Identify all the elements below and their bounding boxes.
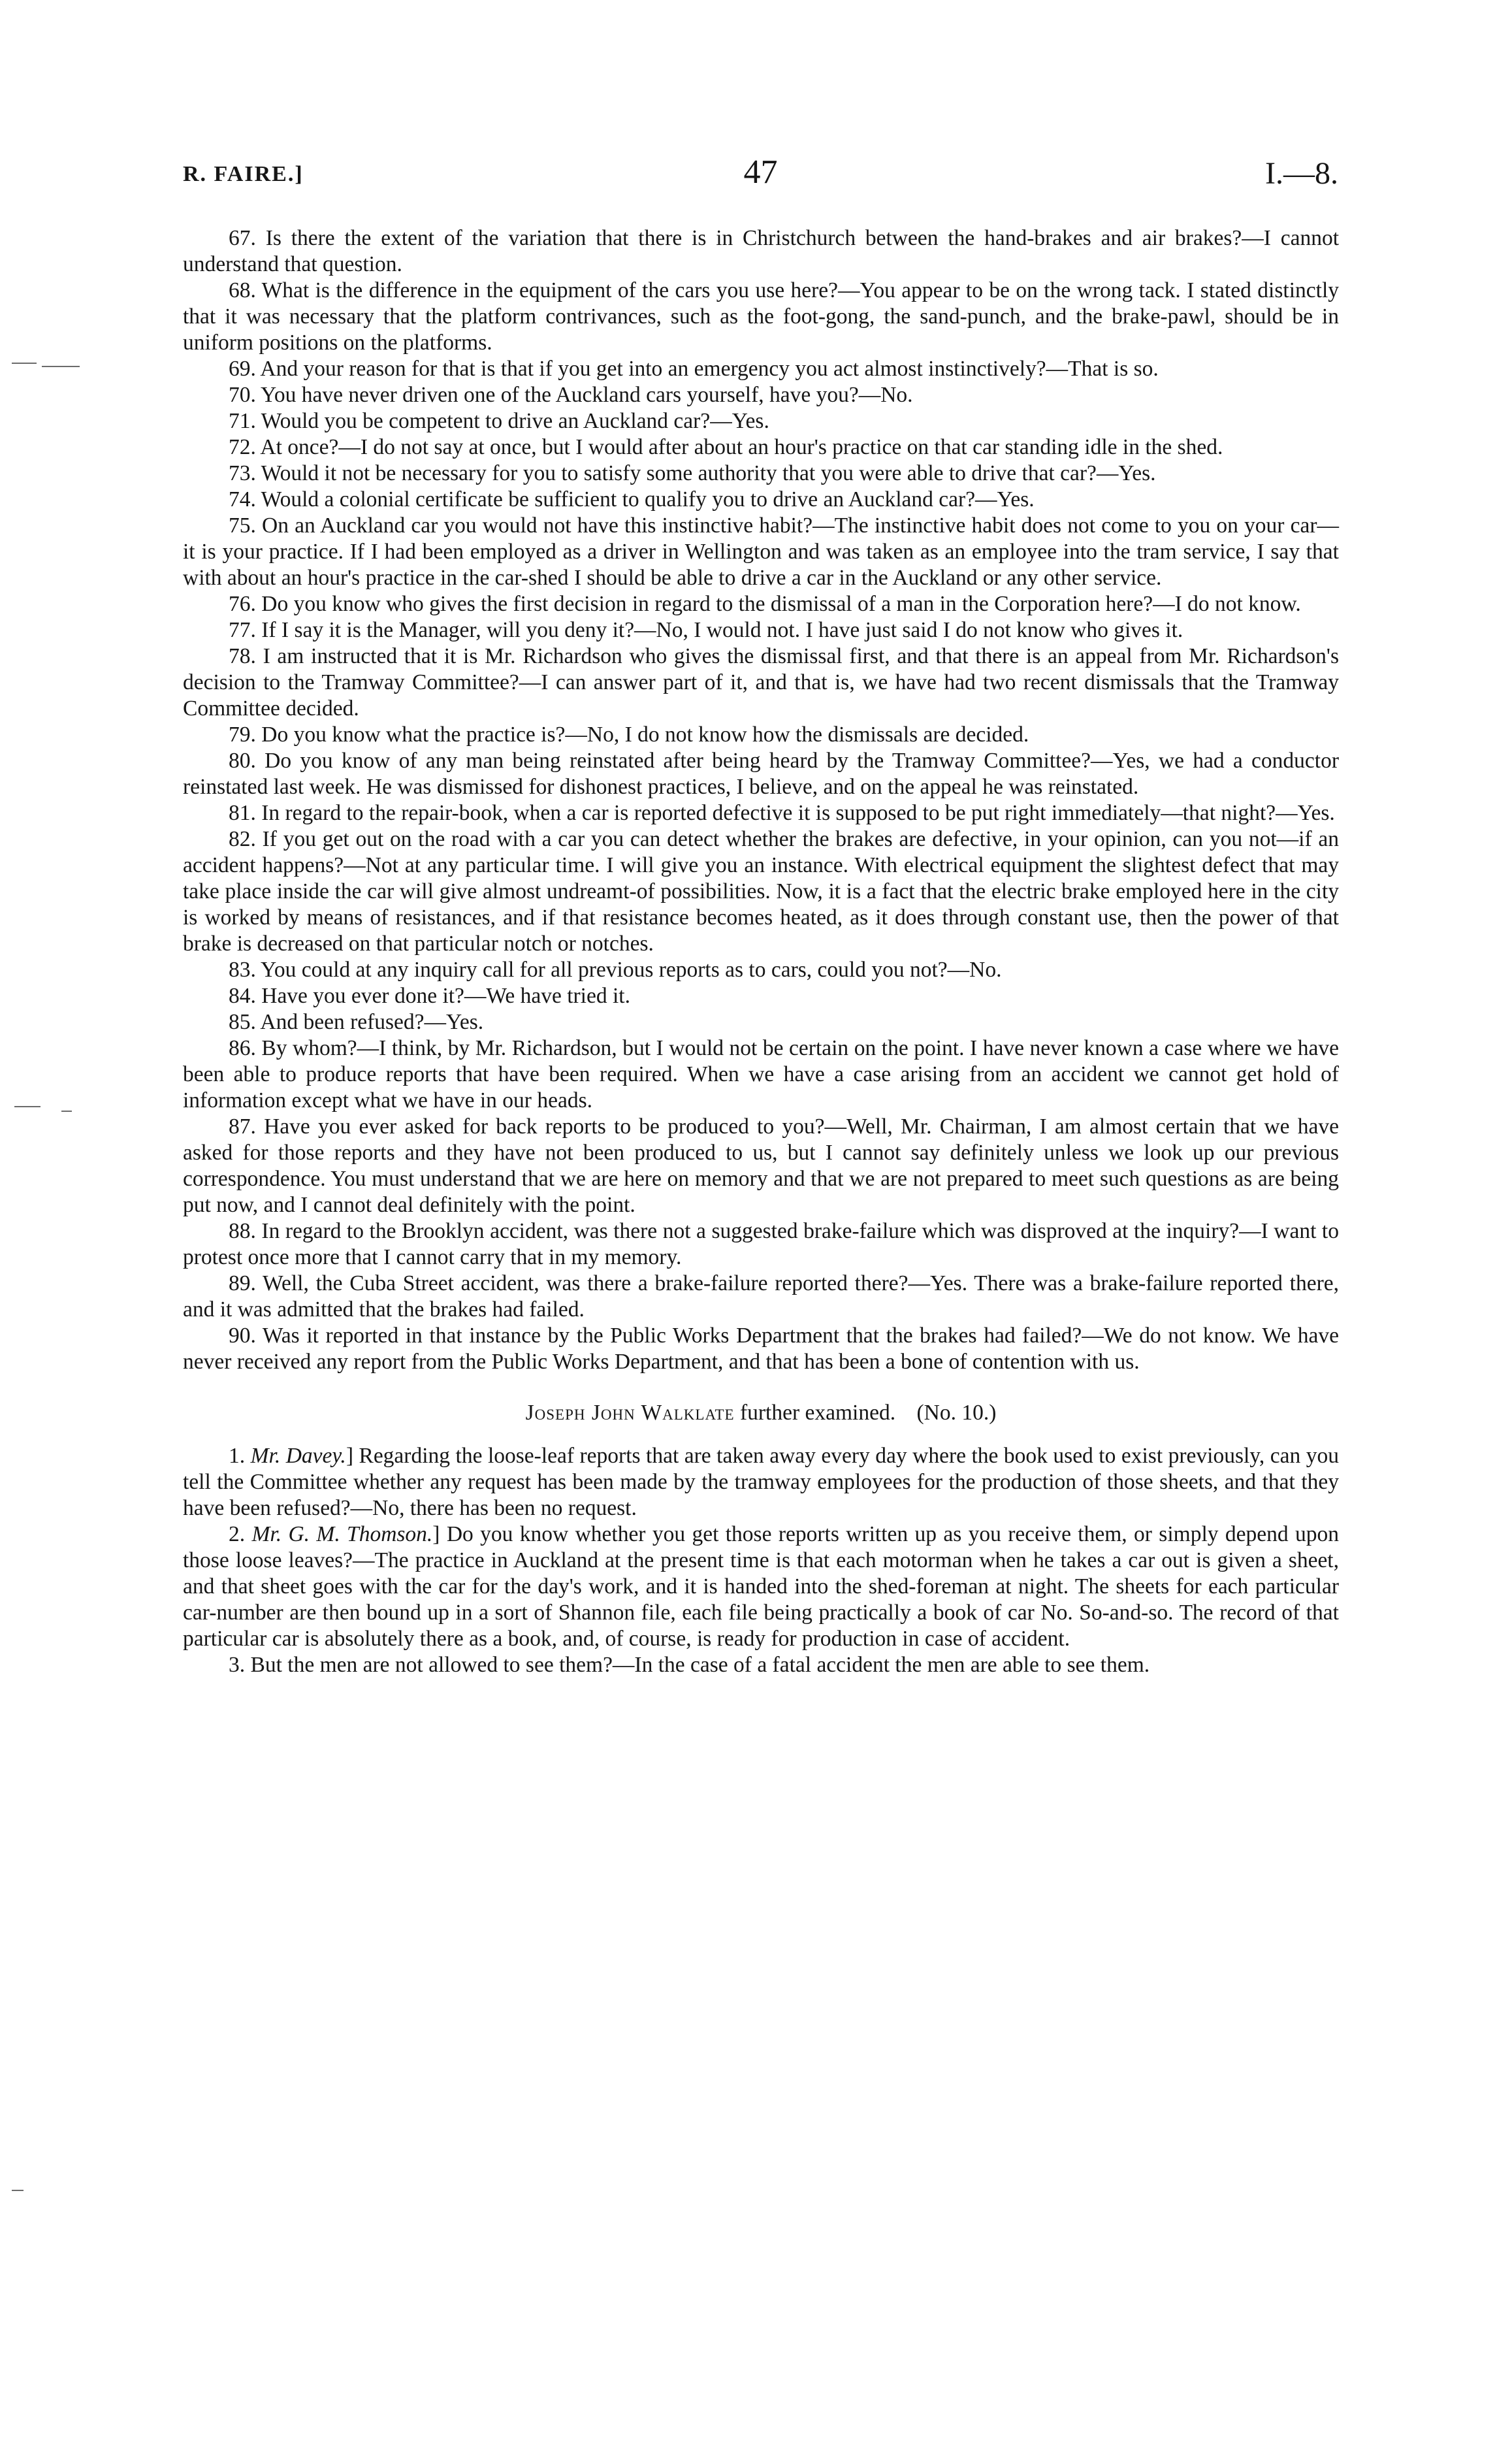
witness-name: Joseph John Walklate — [525, 1401, 735, 1425]
speaker-bracket: ] — [346, 1444, 359, 1468]
question-number: 3. — [229, 1653, 251, 1677]
qa-paragraph: 72. At once?—I do not say at once, but I would after about an hour's practice on that car standing idle in the shed. — [229, 435, 1223, 459]
qa-paragraph: 86. By whom?—I think, by Mr. Richardson, but I would not be certain on the point. I have never known a case where we have been able to produce reports that have been required. When we have a case arising from an accident we cannot get hold of information except what we have in our heads. — [183, 1036, 1339, 1113]
qa-paragraph: 88. In regard to the Brooklyn accident, was there not a suggested brake-failure which was disproved at the inquiry?—I want to protest once more that I cannot carry that in my memory. — [183, 1219, 1339, 1269]
qa-paragraph: 82. If you get out on the road with a car you can detect whether the brakes are defective, in your opinion, can you not—if an accident happens?—Not at any particular time. I will give you an instance. With electrical equipment the slightest defect that may take place inside the car will give almost undreamt-of possibilities. Now, it is a fact that the electric brake employed here in the city is worked by means of resistances, and if that resistance becomes heated, as it does through constant use, then the power of that brake is decreased on that particular notch or notches. — [183, 827, 1339, 956]
speaker-bracket: ] — [432, 1522, 447, 1546]
witness-header: R. FAIRE.] — [183, 162, 304, 186]
qa-paragraph: 87. Have you ever asked for back reports to be produced to you?—Well, Mr. Chairman, I am almost certain that we have asked for those reports and they have not been produced to us, but I cannot say definitely unless we look up our previous correspondence. You must understand that we are here on memory and that we are not prepared to meet such questions as are being put now, and I cannot deal definitely with the point. — [183, 1114, 1339, 1217]
qa-paragraph: 81. In regard to the repair-book, when a car is reported defective it is supposed to be put right immediately—that night?—Yes. — [229, 801, 1335, 825]
qa-paragraph: 85. And been refused?—Yes. — [229, 1010, 484, 1034]
speaker-name: Mr. Davey. — [250, 1444, 346, 1468]
page-header — [183, 155, 1338, 195]
qa-paragraph: 84. Have you ever done it?—We have tried it. — [229, 984, 630, 1008]
document-reference: I.—8. — [1265, 156, 1338, 191]
qa-paragraph: 80. Do you know of any man being reinstated after being heard by the Tramway Committee?—Yes, we had a conductor reinstated last week. He was dismissed for dishonest practices, I believe, and on the appeal he was reinstated. — [183, 749, 1339, 799]
question-number: 1. — [229, 1444, 251, 1468]
margin-mark — [12, 363, 37, 364]
qa-paragraph: 89. Well, the Cuba Street accident, was there a brake-failure reported there?—Yes. There was a brake-failure reported there, and it was admitted that the brakes had failed. — [183, 1271, 1339, 1322]
margin-mark — [12, 2190, 24, 2191]
qa-paragraph: 75. On an Auckland car you would not have this instinctive habit?—The instinctive habit does not come to you on your car—it is your practice. If I had been employed as a driver in Wellington and was taken as an employee into the tram service, I say that with about an hour's practice in the car-shed I should be able to drive a car in the Auckland or any other service. — [183, 513, 1339, 590]
qa-text: Regarding the loose-leaf reports that are taken away every day where the book used to exist previously, can you tell the Committee whether any request has been made by the tramway employees for the production of those sheets, and that they have been refused?—No, there has been no request. — [183, 1444, 1339, 1520]
qa-paragraph: 67. Is there the extent of the variation that there is in Christchurch between the hand-brakes and air brakes?—I cannot understand that question. — [183, 226, 1339, 276]
testimony-body — [183, 225, 1339, 1678]
qa-paragraph — [183, 1443, 1339, 1521]
witness-status: further examined. — [739, 1401, 896, 1425]
qa-paragraph: 73. Would it not be necessary for you to satisfy some authority that you were able to drive that car?—Yes. — [229, 461, 1156, 485]
qa-paragraph: 76. Do you know who gives the first decision in regard to the dismissal of a man in the Corporation here?—I do not know. — [229, 592, 1301, 616]
qa-text: But the men are not allowed to see them?—In the case of a fatal accident the men are able to see them. — [250, 1653, 1150, 1677]
qa-paragraph: 79. Do you know what the practice is?—No, I do not know how the dismissals are decided. — [229, 723, 1029, 747]
witness-number: (No. 10.) — [916, 1401, 997, 1425]
qa-paragraph — [183, 1652, 1339, 1678]
question-number: 2. — [229, 1522, 252, 1546]
qa-paragraph — [183, 1521, 1339, 1652]
qa-paragraph: 68. What is the difference in the equipment of the cars you use here?—You appear to be on the wrong tack. I stated distinctly that it was necessary that the platform contrivances, such as the foot-gong, the sand-punch, and the brake-pawl, should be in uniform positions on the platforms. — [183, 278, 1339, 355]
qa-paragraph: 83. You could at any inquiry call for all previous reports as to cars, could you not?—No. — [229, 958, 1002, 982]
qa-paragraph: 69. And your reason for that is that if you get into an emergency you act almost instinctively?—That is so. — [229, 357, 1159, 381]
margin-mark — [14, 1106, 40, 1107]
margin-mark — [61, 1111, 72, 1112]
qa-text: Do you know whether you get those reports written up as you receive them, or simply depend upon those loose leaves?—The practice in Auckland at the present time is that each motorman when he takes a car out is given a sheet, and that sheet goes with the car for the day's work, and it is handed into the shed-foreman at night. The sheets for each particular car-number are then bound up in a sort of Shannon file, each file being practically a book of car No. So-and-so. The record of that particular car is absolutely there as a book, and, of course, is ready for production in case of accident. — [183, 1522, 1339, 1651]
margin-mark — [42, 366, 80, 367]
qa-paragraph: 74. Would a colonial certificate be sufficient to qualify you to drive an Auckland car?—Yes. — [229, 487, 1035, 512]
page-number: 47 — [743, 154, 778, 191]
qa-paragraph: 70. You have never driven one of the Auckland cars yourself, have you?—No. — [229, 383, 913, 407]
section-heading — [183, 1400, 1339, 1426]
qa-paragraph: 71. Would you be competent to drive an Auckland car?—Yes. — [229, 409, 769, 433]
speaker-name: Mr. G. M. Thomson. — [251, 1522, 433, 1546]
qa-paragraph: 90. Was it reported in that instance by the Public Works Department that the brakes had failed?—We do not know. We have never received any report from the Public Works Department, and that has been a bone of contention with us. — [183, 1324, 1339, 1374]
qa-paragraph: 78. I am instructed that it is Mr. Richardson who gives the dismissal first, and that there is an appeal from Mr. Richardson's decision to the Tramway Committee?—I can answer part of it, and that is, we have had two recent dismissals that the Tramway Committee decided. — [183, 644, 1339, 721]
qa-paragraph: 77. If I say it is the Manager, will you deny it?—No, I would not. I have just said I do not know who gives it. — [229, 618, 1183, 642]
